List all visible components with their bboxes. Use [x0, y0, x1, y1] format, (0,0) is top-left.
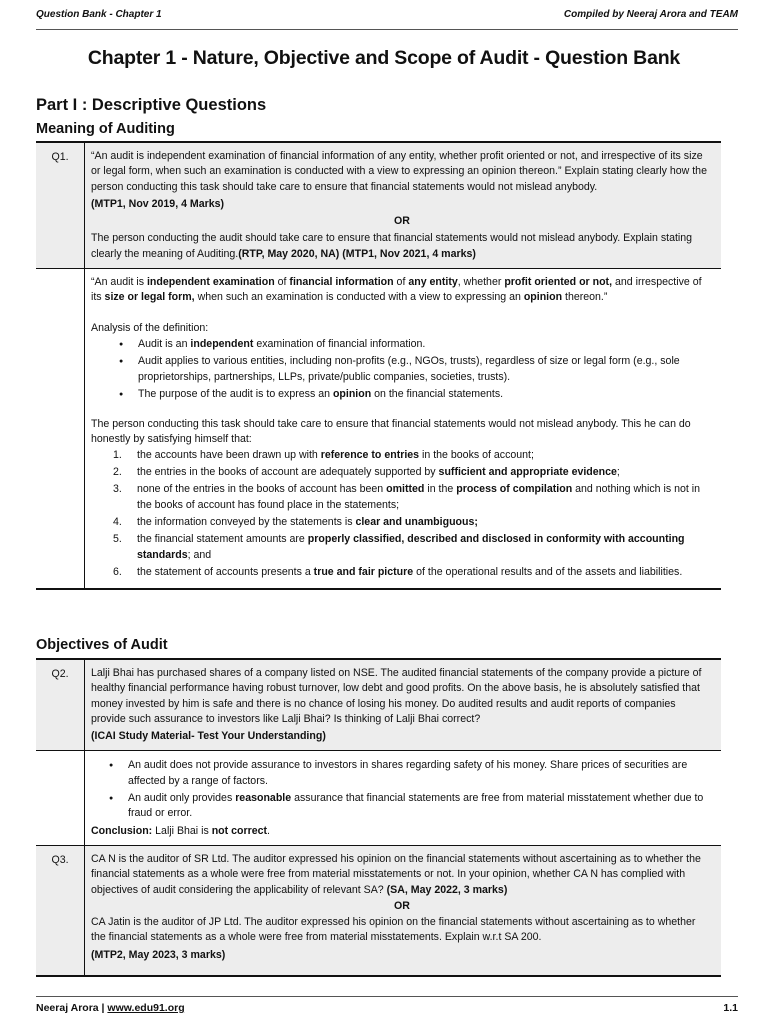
list-item: ● The purpose of the audit is to express an opinion on the financial statements.	[119, 387, 713, 402]
question-table-objectives	[36, 658, 721, 977]
list-item: ● Audit is an independent examination of financial information.	[119, 337, 713, 352]
question-table-meaning	[36, 141, 721, 590]
list-item: 4. the information conveyed by the statements is clear and unambiguous;	[113, 515, 478, 528]
header-left: Question Bank - Chapter 1	[36, 9, 162, 20]
footer-link[interactable]: www.edu91.org	[107, 1002, 185, 1014]
question-text-alt: The person conducting the audit should take care to ensure that financial statements would not mislead anybody. Explain stating clearly the meaning of Auditing.	[91, 232, 693, 260]
question-text-alt: CA Jatin is the auditor of JP Ltd. The auditor expressed his opinion on the financial statements without ascertaining as to whether the financial statements as a whole were free from material misstatements. Explain w.r.t SA 200.	[91, 916, 696, 944]
list-item: ● Audit applies to various entities, including non-profits (e.g., NGOs, trusts), regardless of size or legal form (e.g., sole proprietorships, partnerships, LLPs, private/public companies, societies, trusts).	[119, 354, 713, 385]
header-right: Compiled by Neeraj Arora and TEAM	[563, 9, 738, 20]
list-item: 1. the accounts have been drawn up with reference to entries in the books of account;	[113, 448, 534, 461]
question-text: CA N is the auditor of SR Ltd. The auditor expressed his opinion on the financial statements without ascertaining as to whether the financial statements as a whole were free from material misstatements or not. In your opinion, whether CA N has complied with objectives of audit considering the applicability of relevant SA?	[91, 852, 701, 896]
definition: “An audit is independent examination of financial information of any entity, whether profit oriented or not, and irrespective of its size or legal form, when such an examination is conducted with a view to expressing an opinion thereon.”	[91, 276, 702, 304]
list-item: 5. the financial statement amounts are properly classified, described and disclosed in conformity with accounting standards; and	[113, 533, 685, 561]
answer-row	[36, 750, 721, 844]
question-text: Lalji Bhai has purchased shares of a company listed on NSE. The audited financial statements of the company provide a picture of healthy financial performance having robust turnover, low debt and good profits. On the above basis, he is absolutely satisfied that money invested by him is safe and there is no chance of losing his money. Do audited results and audit reports of companies provide such assurance to investors like Lalji Bhai? Is thinking of Lalji Bhai correct?	[91, 667, 702, 725]
analysis-list	[91, 337, 713, 402]
question-ref: (ICAI Study Material- Test Your Understanding)	[91, 730, 326, 743]
part-heading: Part I : Descriptive Questions	[36, 96, 267, 114]
question-cell	[84, 660, 721, 750]
question-ref-alt: (RTP, May 2020, NA) (MTP1, Nov 2021, 4 marks)	[238, 247, 476, 260]
question-ref-alt: (MTP2, May 2023, 3 marks)	[91, 948, 226, 961]
conclusion: Conclusion: Lalji Bhai is not correct.	[91, 824, 270, 837]
satisfaction-list	[91, 448, 713, 580]
page-number: 1.1	[723, 1002, 738, 1014]
question-row	[36, 845, 721, 975]
page-title: Chapter 1 - Nature, Objective and Scope of Audit - Question Bank	[87, 47, 681, 69]
or-separator: OR	[394, 215, 410, 228]
question-number: Q1.	[51, 151, 69, 163]
answer-row	[36, 268, 721, 588]
answer-cell	[84, 269, 721, 588]
list-item: ● An audit only provides reasonable assurance that financial statements are free from material misstatement whether due to fraud or error.	[109, 791, 713, 822]
satisfaction-intro: The person conducting this task should take care to ensure that financial statements would not mislead anybody. This he can do honestly by satisfying himself that:	[91, 418, 691, 446]
question-cell	[84, 143, 721, 268]
footer-author: Neeraj Arora |	[36, 1002, 108, 1014]
list-item: 2. the entries in the books of account are adequately supported by sufficient and appropriate evidence;	[113, 466, 620, 479]
page-footer	[36, 996, 738, 1014]
question-number: Q3.	[51, 853, 69, 866]
page-header	[36, 8, 738, 30]
question-ref: (SA, May 2022, 3 marks)	[386, 883, 508, 896]
list-item: 3. none of the entries in the books of account has been omitted in the process of compilation and nothing which is not in the books of account has found place in the statements;	[113, 483, 700, 511]
or-separator: OR	[394, 899, 410, 912]
answer-list	[91, 758, 713, 821]
question-row	[36, 660, 721, 750]
list-item: 6. the statement of accounts presents a true and fair picture of the operational results and of the assets and liabilities.	[113, 565, 683, 578]
question-ref: (MTP1, Nov 2019, 4 Marks)	[91, 197, 225, 210]
answer-cell	[84, 751, 721, 844]
question-number: Q2.	[51, 668, 69, 680]
section-heading-objectives: Objectives of Audit	[36, 637, 168, 653]
question-text: “An audit is independent examination of financial information of any entity, whether profit oriented or not, and irrespective of its size or legal form, when such an examination is conducted with a view to expressing an opinion thereon.” Explain stating clearly how the person conducting this task should take care to ensure that financial statements would not mislead anybody.	[91, 150, 707, 193]
analysis-label: Analysis of the definition:	[91, 321, 209, 334]
section-heading-meaning: Meaning of Auditing	[36, 121, 175, 137]
list-item: ● An audit does not provide assurance to investors in shares regarding safety of his money. Share prices of securities are affected by a range of factors.	[109, 758, 713, 789]
question-row	[36, 143, 721, 268]
question-cell	[84, 846, 721, 975]
